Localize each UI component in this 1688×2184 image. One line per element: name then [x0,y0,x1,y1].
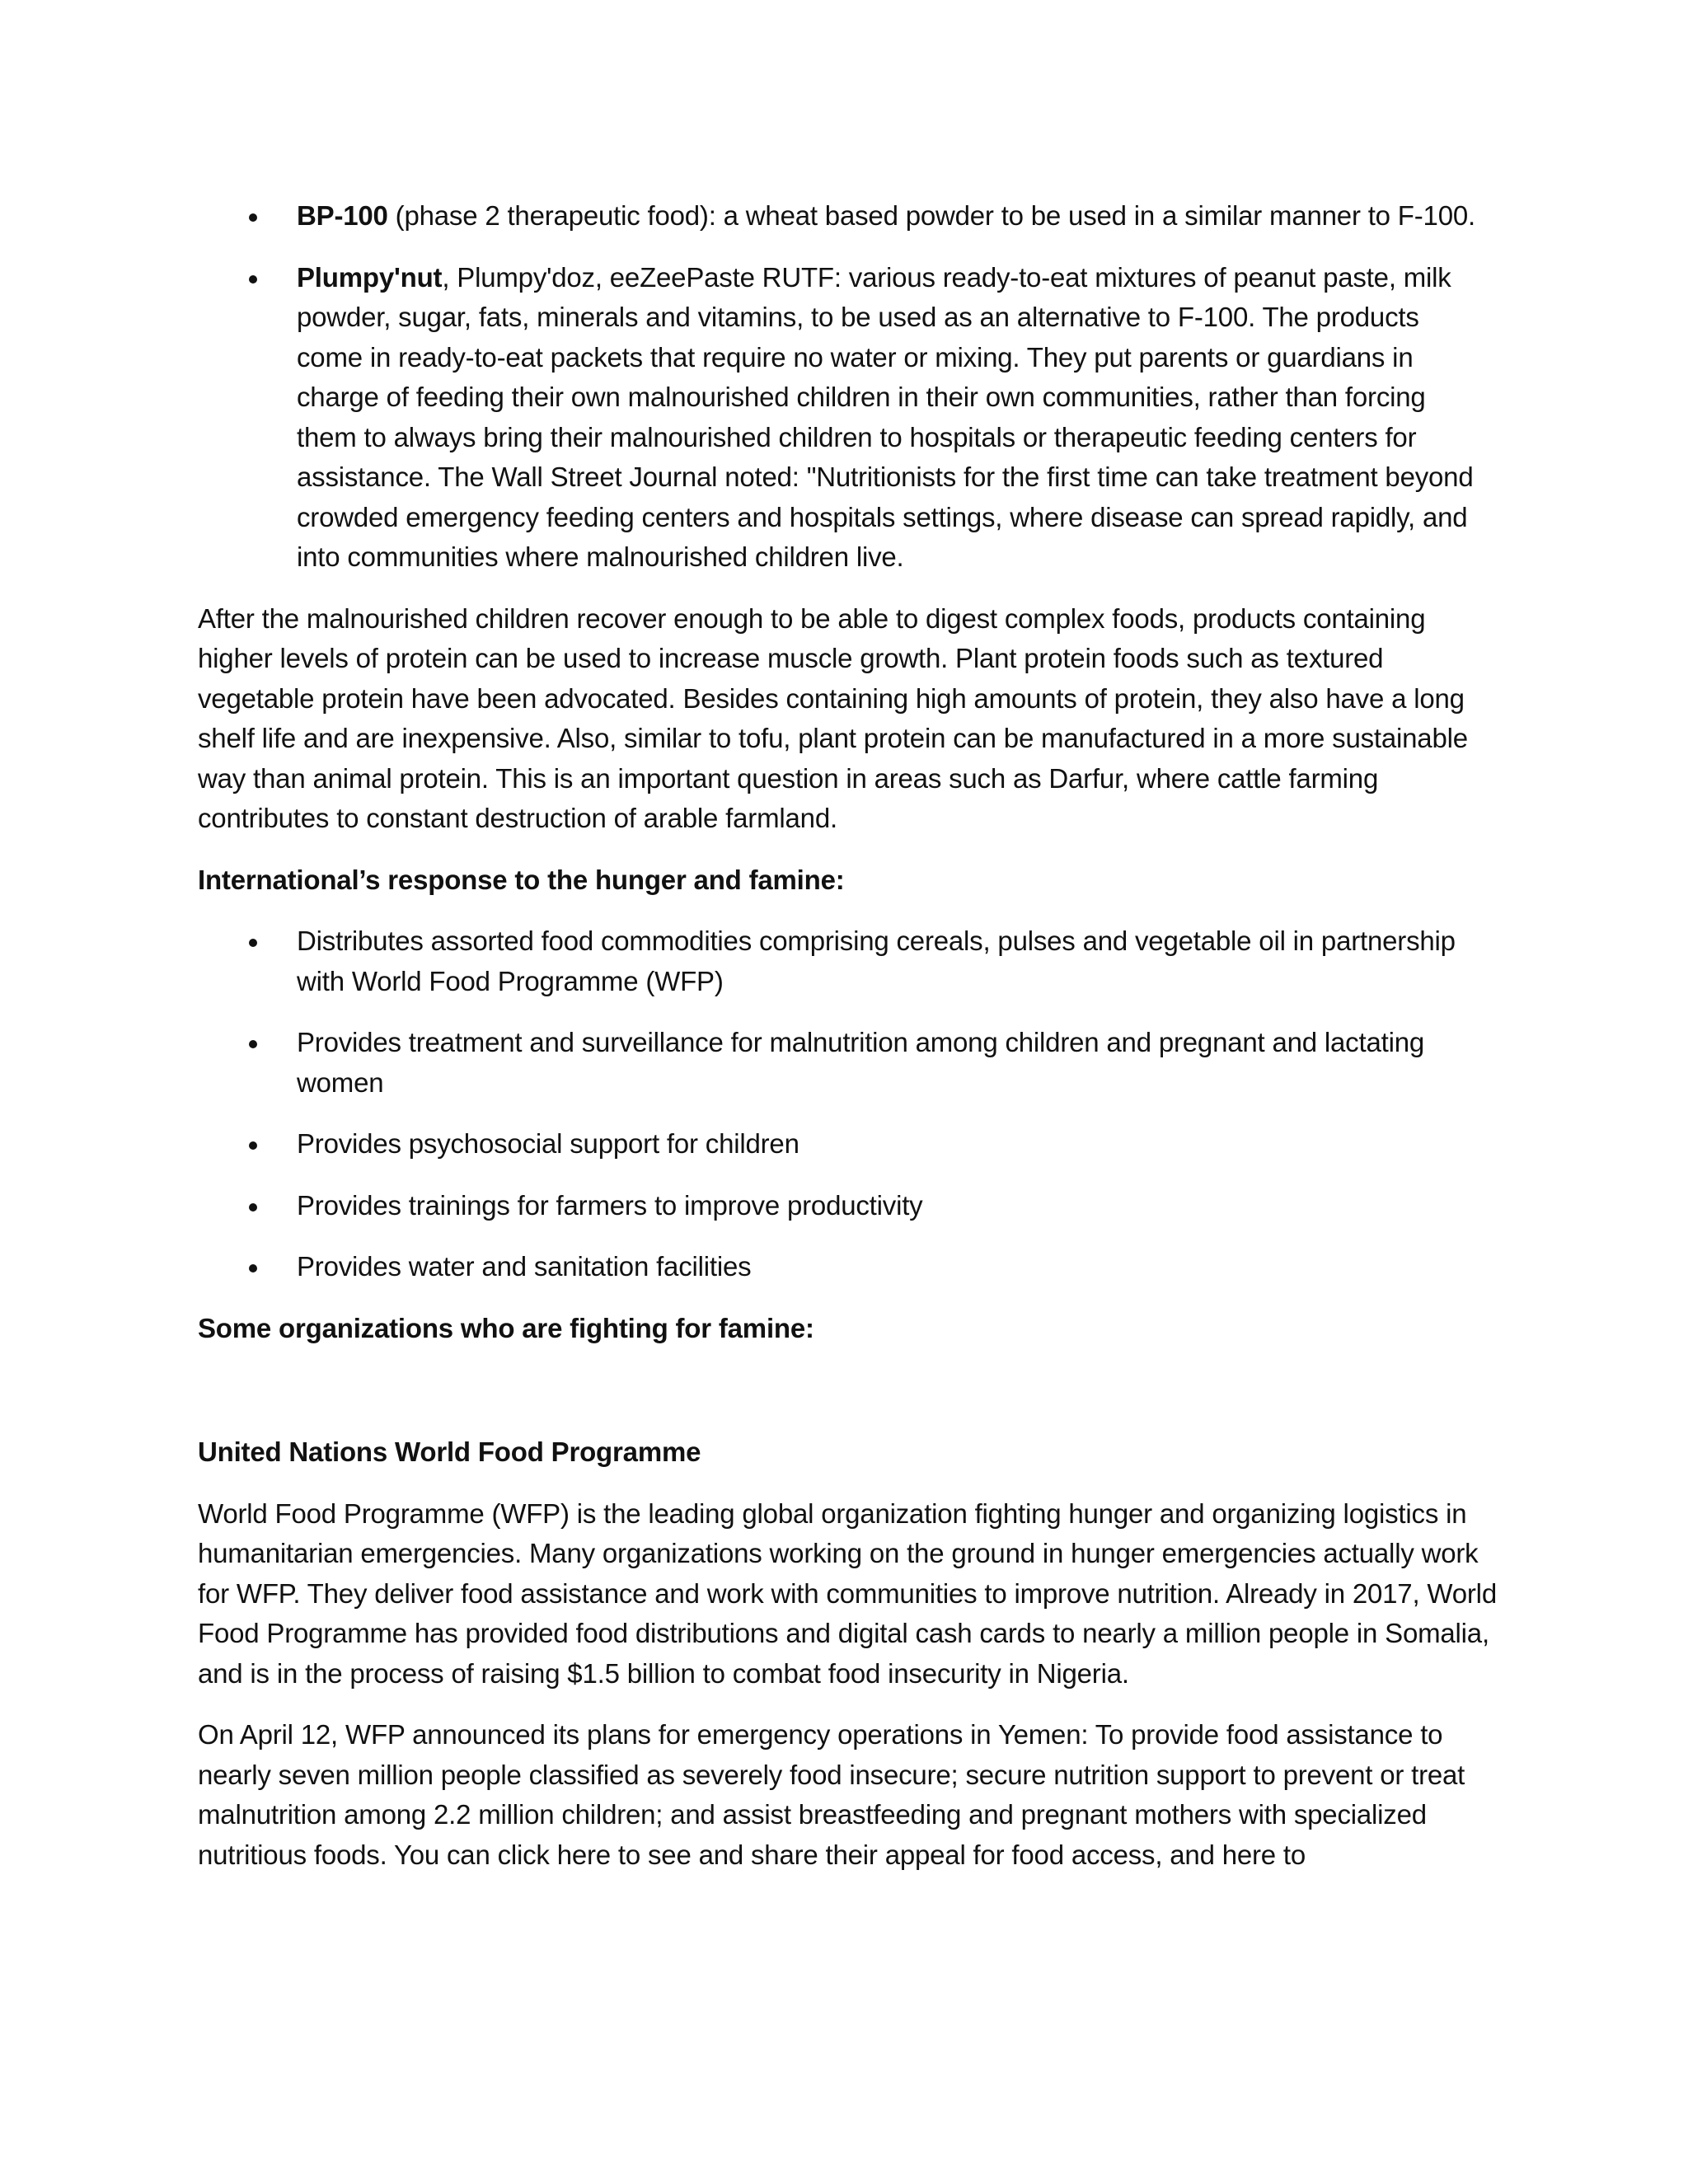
wfp-paragraph-1: World Food Programme (WFP) is the leading global organization fighting hunger and organizing logistics in humanitarian emergencies. Many organizations working on the ground in hunger emergencies actually work for WFP. They deliver food assistance and work with communities to improve nutrition. Already in 2017, World Food Programme has provided food distributions and digital cash cards to nearly a million people in Somalia, and is in the process of raising $1.5 billion to combat food insecurity in Nigeria. [198,1497,1497,1689]
product-description: (phase 2 therapeutic food): a wheat based powder to be used in a similar manner to F-100. [387,200,1475,231]
product-list [198,196,1500,578]
list-item [198,1247,1500,1287]
product-description: , Plumpy'doz, eeZeePaste RUTF: various ready-to-eat mixtures of peanut paste, milk powder, sugar, fats, minerals and vitamins, to be used as an alternative to F-100. The products come in ready-to-eat packets that require no water or mixing. They put parents or guardians in charge of feeding their own malnourished children in their own communities, rather than forcing them to always bring their malnourished children to hospitals or therapeutic feeding centers for assistance. The Wall Street Journal noted: "Nutritionists for the first time can take treatment beyond crowded emergency feeding centers and hospitals settings, where disease can spread rapidly, and into communities where malnourished children live. [297,261,1474,572]
list-item [198,921,1500,1001]
response-heading: International’s response to the hunger and famine: [198,864,845,895]
list-item [198,1124,1500,1165]
wfp-paragraph-2: On April 12, WFP announced its plans for emergency operations in Yemen: To provide food assistance to nearly seven million people classified as severely food insecure; secure nutrition support to prevent or treat malnutrition among 2.2 million children; and assist breastfeeding and pregnant mothers with specialized nutritious foods. You can click here to see and share their appeal for food access, and here to [198,1719,1465,1870]
response-item-text: Provides treatment and surveillance for malnutrition among children and pregnant and lactating women [297,1027,1425,1098]
response-list [198,921,1500,1287]
document-page [198,196,1500,1896]
response-item-text: Provides water and sanitation facilities [297,1251,752,1282]
response-item-text: Provides psychosocial support for children [297,1128,799,1159]
list-item [198,258,1500,578]
response-item-text: Provides trainings for farmers to improve productivity [297,1189,923,1221]
blank-line [198,1370,1500,1432]
organizations-heading: Some organizations who are fighting for famine: [198,1312,814,1343]
bullet-icon [249,1203,257,1212]
wfp-heading: United Nations World Food Programme [198,1436,701,1467]
bullet-icon [249,1040,257,1048]
response-item-text: Distributes assorted food commodities comprising cereals, pulses and vegetable oil in partnership with World Food Programme (WFP) [297,926,1456,996]
recovery-paragraph: After the malnourished children recover enough to be able to digest complex foods, products containing higher levels of protein can be used to increase muscle growth. Plant protein foods such as textured vegetable protein have been advocated. Besides containing high amounts of protein, they also have a long shelf life and are inexpensive. Also, similar to tofu, plant protein can be manufactured in a more sustainable way than animal protein. This is an important question in areas such as Darfur, where cattle farming contributes to constant destruction of arable farmland. [198,602,1468,833]
bullet-icon [249,1141,257,1150]
bullet-icon [249,939,257,947]
list-item [198,1023,1500,1103]
bullet-icon [249,213,257,222]
product-name: Plumpy'nut [297,261,443,293]
bullet-icon [249,1264,257,1272]
list-item [198,1186,1500,1226]
bullet-icon [249,275,257,284]
list-item [198,196,1500,237]
product-name: BP-100 [297,200,388,231]
